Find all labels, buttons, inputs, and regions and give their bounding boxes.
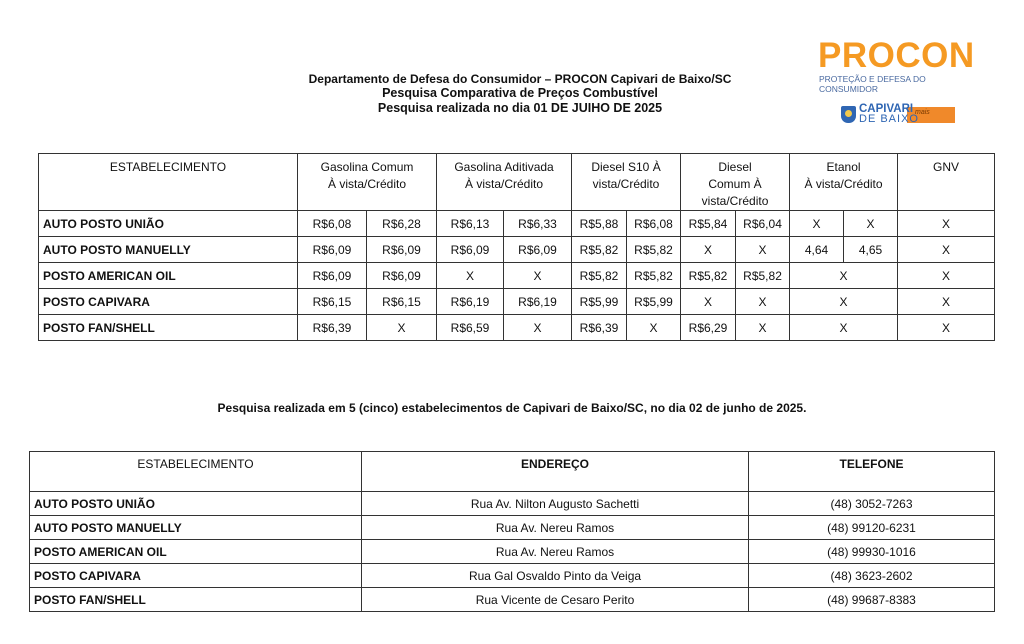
price-cell-gnv: X (898, 315, 995, 341)
price-cell-diesel-s10-vista: R$5,82 (572, 263, 627, 289)
department-title: Departamento de Defesa do Consumidor – PROCON Capivari de Baixo/SC (308, 72, 732, 86)
price-cell-diesel-s10-credito: R$6,08 (627, 211, 681, 237)
price-cell-gas-comum-vista: R$6,09 (298, 263, 367, 289)
header-diesel-s10 (572, 154, 681, 211)
establishment-name: AUTO POSTO UNIÃO (30, 492, 362, 516)
price-cell-gas-aditivada-vista: X (437, 263, 504, 289)
address-cell: Rua Av. Nereu Ramos (362, 540, 749, 564)
table-row (39, 315, 995, 341)
price-cell-diesel-comum-vista: X (681, 237, 736, 263)
table-row (30, 492, 995, 516)
price-cell-gas-comum-vista: R$6,15 (298, 289, 367, 315)
price-cell-diesel-comum-vista: R$5,84 (681, 211, 736, 237)
header-establishment (39, 154, 298, 211)
phone-cell: (48) 99120-6231 (749, 516, 995, 540)
header-gasolina-comum (298, 154, 437, 211)
price-cell-diesel-s10-vista: R$5,88 (572, 211, 627, 237)
price-cell-diesel-s10-credito: R$5,82 (627, 263, 681, 289)
procon-logo (815, 38, 985, 128)
price-cell-etanol-credito: X (844, 211, 898, 237)
table-row (30, 588, 995, 612)
establishment-name: POSTO CAPIVARA (39, 289, 298, 315)
header-etanol (790, 154, 898, 211)
header-label: À vista/Crédito (327, 177, 407, 191)
price-cell-diesel-comum-credito: X (736, 289, 790, 315)
price-cell-gas-aditivada-credito: R$6,09 (504, 237, 572, 263)
price-cell-gas-aditivada-vista: R$6,09 (437, 237, 504, 263)
table-row (39, 211, 995, 237)
address-table (29, 451, 995, 612)
table-row (30, 540, 995, 564)
phone-cell: (48) 99930-1016 (749, 540, 995, 564)
price-cell-etanol-vista: 4,64 (790, 237, 844, 263)
price-cell-diesel-comum-credito: X (736, 315, 790, 341)
city-name-line2: DE BAIXO (859, 113, 919, 125)
price-cell-gas-aditivada-vista: R$6,59 (437, 315, 504, 341)
establishment-name: POSTO CAPIVARA (30, 564, 362, 588)
header-diesel-comum (681, 154, 790, 211)
table-row (39, 289, 995, 315)
price-cell-gnv: X (898, 211, 995, 237)
mais-badge-text: mais (915, 109, 930, 116)
header-establishment: ESTABELECIMENTO (30, 452, 362, 492)
header-label: vista/Crédito (592, 177, 660, 191)
price-cell-gas-comum-credito: R$6,28 (367, 211, 437, 237)
establishment-name: POSTO AMERICAN OIL (30, 540, 362, 564)
price-cell-etanol-credito: 4,65 (844, 237, 898, 263)
header-phone: TELEFONE (749, 452, 995, 492)
price-cell-etanol-vista: X (790, 289, 898, 315)
phone-cell: (48) 3052-7263 (749, 492, 995, 516)
address-cell: Rua Av. Nereu Ramos (362, 516, 749, 540)
price-cell-gnv: X (898, 289, 995, 315)
price-cell-gas-comum-vista: R$6,09 (298, 237, 367, 263)
price-cell-gas-aditivada-credito: X (504, 263, 572, 289)
table-row (30, 516, 995, 540)
price-cell-etanol-vista: X (790, 211, 844, 237)
price-cell-gas-comum-credito: R$6,09 (367, 263, 437, 289)
city-crest-icon (841, 106, 856, 123)
price-cell-diesel-comum-vista: X (681, 289, 736, 315)
capivari-logo (841, 104, 961, 126)
establishment-name: POSTO FAN/SHELL (39, 315, 298, 341)
survey-date: Pesquisa realizada no dia 01 DE JUIHO DE 2025 (377, 101, 663, 115)
price-cell-diesel-comum-credito: R$5,82 (736, 263, 790, 289)
header-gnv (898, 154, 995, 211)
price-cell-diesel-s10-vista: R$5,99 (572, 289, 627, 315)
price-cell-gas-comum-vista: R$6,08 (298, 211, 367, 237)
procon-brand: PROCON (818, 36, 975, 75)
establishment-name: AUTO POSTO UNIÃO (39, 211, 298, 237)
phone-cell: (48) 3623-2602 (749, 564, 995, 588)
header-label: Comum À (708, 177, 762, 191)
price-cell-etanol-vista: X (790, 263, 898, 289)
header-label: À vista/Crédito (804, 177, 883, 191)
price-cell-gas-aditivada-vista: R$6,19 (437, 289, 504, 315)
price-cell-gas-comum-credito: R$6,15 (367, 289, 437, 315)
price-cell-diesel-comum-credito: R$6,04 (736, 211, 790, 237)
price-cell-diesel-s10-credito: R$5,82 (627, 237, 681, 263)
header-label: Gasolina Aditivada (454, 160, 554, 174)
address-cell: Rua Av. Nilton Augusto Sachetti (362, 492, 749, 516)
establishment-name: AUTO POSTO MANUELLY (30, 516, 362, 540)
price-cell-etanol-vista: X (790, 315, 898, 341)
price-cell-diesel-s10-credito: R$5,99 (627, 289, 681, 315)
price-cell-diesel-s10-credito: X (627, 315, 681, 341)
establishment-name: POSTO AMERICAN OIL (39, 263, 298, 289)
price-cell-gas-aditivada-credito: R$6,19 (504, 289, 572, 315)
header-label: Diesel S10 À (591, 160, 661, 174)
price-cell-diesel-s10-vista: R$6,39 (572, 315, 627, 341)
price-cell-gas-comum-vista: R$6,39 (298, 315, 367, 341)
address-cell: Rua Gal Osvaldo Pinto da Veiga (362, 564, 749, 588)
header-label: Diesel (718, 160, 752, 174)
price-cell-gnv: X (898, 237, 995, 263)
phone-cell: (48) 99687-8383 (749, 588, 995, 612)
header-label: vista/Crédito (701, 194, 769, 208)
price-cell-gas-comum-credito: R$6,09 (367, 237, 437, 263)
price-cell-gas-aditivada-vista: R$6,13 (437, 211, 504, 237)
header-gasolina-aditivada (437, 154, 572, 211)
survey-title: Pesquisa Comparativa de Preços Combustível (382, 86, 658, 100)
price-cell-gas-comum-credito: X (367, 315, 437, 341)
price-cell-gas-aditivada-credito: X (504, 315, 572, 341)
price-table (38, 153, 995, 341)
header-label: Etanol (826, 160, 861, 174)
price-cell-gas-aditivada-credito: R$6,33 (504, 211, 572, 237)
header-address: ENDEREÇO (362, 452, 749, 492)
table-row (39, 237, 995, 263)
document-header (230, 72, 810, 116)
price-cell-diesel-s10-vista: R$5,82 (572, 237, 627, 263)
header-label: GNV (933, 160, 960, 174)
header-label: À vista/Crédito (465, 177, 544, 191)
price-cell-diesel-comum-vista: R$6,29 (681, 315, 736, 341)
city-name-line1: CAPIVARI (859, 103, 914, 115)
price-cell-diesel-comum-vista: R$5,82 (681, 263, 736, 289)
price-cell-diesel-comum-credito: X (736, 237, 790, 263)
establishment-name: POSTO FAN/SHELL (30, 588, 362, 612)
header-label: Gasolina Comum (320, 160, 414, 174)
establishment-name: AUTO POSTO MANUELLY (39, 237, 298, 263)
price-cell-gnv: X (898, 263, 995, 289)
table-row (39, 263, 995, 289)
address-cell: Rua Vicente de Cesaro Perito (362, 588, 749, 612)
survey-summary: Pesquisa realizada em 5 (cinco) estabelecimentos de Capivari de Baixo/SC, no dia 02 de junho de 2025. (217, 401, 807, 415)
procon-tagline: PROTEÇÃO E DEFESA DO CONSUMIDOR (819, 74, 926, 94)
table-row (30, 564, 995, 588)
header-label: ESTABELECIMENTO (109, 160, 227, 174)
